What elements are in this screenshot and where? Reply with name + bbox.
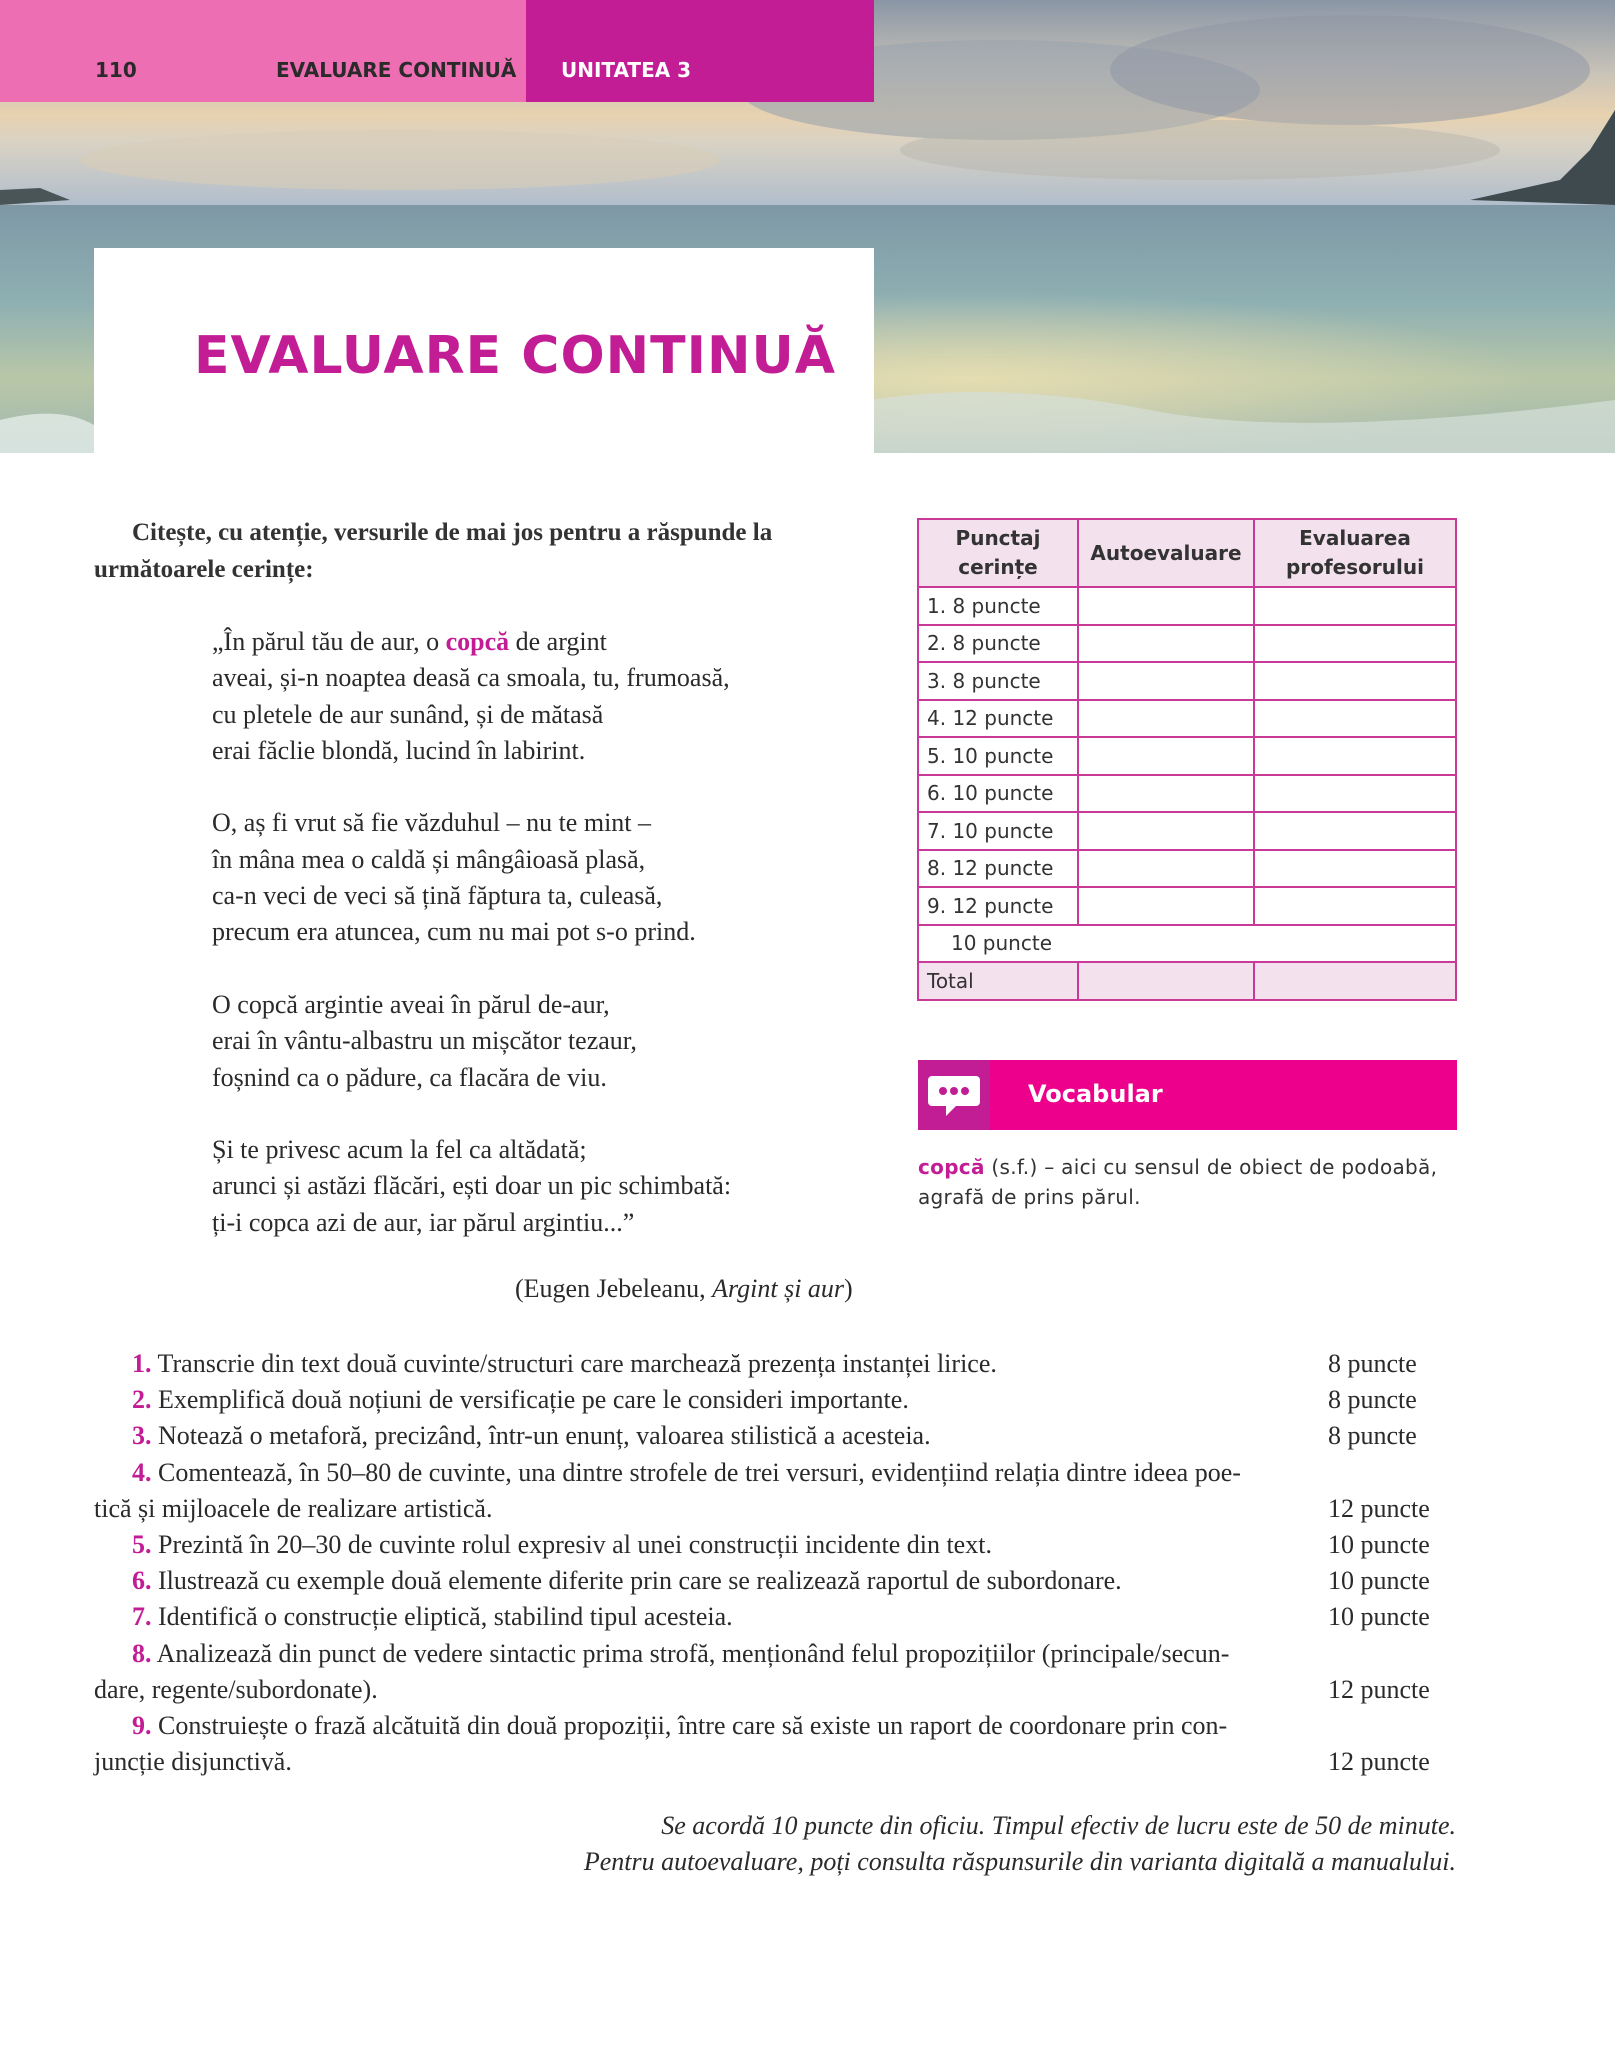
teacher-eval-cell[interactable] <box>1254 700 1456 738</box>
teacher-eval-total-cell[interactable] <box>1254 962 1456 1000</box>
poem-line: arunci și astăzi flăcări, ești doar un pic schimbată: <box>212 1171 732 1201</box>
self-eval-cell[interactable] <box>1078 850 1254 888</box>
self-eval-total-cell[interactable] <box>1078 962 1254 1000</box>
question-points: 12 puncte <box>1328 1674 1430 1704</box>
teacher-eval-cell[interactable] <box>1254 737 1456 775</box>
score-table <box>917 518 1457 1001</box>
question-item: 3. Notează o metaforă, precizând, într-un enunț, valoarea stilistică a acesteia. 8 puncte <box>94 1418 1446 1454</box>
poem-line: precum era atuncea, cum nu mai pot s-o prind. <box>212 917 696 947</box>
teacher-eval-cell[interactable] <box>1254 850 1456 888</box>
questions-list <box>94 1346 1446 1780</box>
question-points: 10 puncte <box>1328 1566 1430 1596</box>
question-item: 7. Identifică o construcție eliptică, stabilind tipul acesteia. 10 puncte <box>94 1599 1446 1635</box>
question-item: 6. Ilustrează cu exemple două elemente diferite prin care se realizează raportul de subordonare. 10 puncte <box>94 1563 1446 1599</box>
question-points: 8 puncte <box>1328 1421 1417 1451</box>
header-left-band <box>0 0 526 102</box>
header-punctaj: Punctaj cerințe <box>918 519 1078 587</box>
self-eval-cell[interactable] <box>1078 737 1254 775</box>
teacher-eval-cell[interactable] <box>1254 587 1456 625</box>
page-number: 110 <box>95 58 137 82</box>
footer-line: Se acordă 10 puncte din oficiu. Timpul efectiv de lucru este de 50 de minute. <box>661 1811 1456 1840</box>
poem-line: ca-n veci de veci să țină făptura ta, culeasă, <box>212 881 663 911</box>
self-eval-cell[interactable] <box>1078 812 1254 850</box>
teacher-eval-cell[interactable] <box>1254 625 1456 663</box>
header-unit-label: UNITATEA 3 <box>561 58 692 82</box>
poem <box>212 624 731 1241</box>
poem-source: (Eugen Jebeleanu, Argint și aur) <box>515 1274 853 1303</box>
footer-line: Pentru autoevaluare, poți consulta răspunsurile din varianta digitală a manualului. <box>583 1847 1456 1876</box>
question-item: 2. Exemplifică două noțiuni de versificație pe care le consideri importante. 8 puncte <box>94 1382 1446 1418</box>
poem-line: ți-i copca azi de aur, iar părul argintiu...” <box>212 1207 635 1237</box>
poem-line: în mâna mea o caldă și mângâioasă plasă, <box>212 844 646 874</box>
question-points: 8 puncte <box>1328 1385 1417 1415</box>
poem-line: Și te privesc acum la fel ca altădată; <box>212 1135 587 1165</box>
poem-line: foșnind ca o pădure, ca flacăra de viu. <box>212 1062 607 1092</box>
footer-note <box>584 1808 1456 1880</box>
poem-line: cu pletele de aur sunând, și de mătasă <box>212 699 604 729</box>
question-item: 5. Prezintă în 20–30 de cuvinte rolul expresiv al unei construcții incidente din text. 10 puncte <box>94 1527 1446 1563</box>
header-autoevaluare: Autoevaluare <box>1078 519 1254 587</box>
vocabulary-header <box>918 1060 1457 1130</box>
question-points: 10 puncte <box>1328 1530 1430 1560</box>
header-evaluarea-profesorului: Evaluarea profesorului <box>1254 519 1456 587</box>
question-item: 9. Construiește o frază alcătuită din două propoziții, între care să existe un raport de coordonare prin con- juncție disjunctivă. 12 puncte <box>94 1708 1446 1780</box>
teacher-eval-cell[interactable] <box>1254 812 1456 850</box>
question-item: 8. Analizează din punct de vedere sintactic prima strofă, menționând felul propozițiilor (principale/secun- dare, regente/subordonate). 12 puncte <box>94 1636 1446 1708</box>
highlighted-term: copcă <box>445 627 510 656</box>
poem-title: Argint și aur <box>712 1274 845 1303</box>
score-row: 8. 12 puncte <box>918 850 1456 888</box>
score-row: 7. 10 puncte <box>918 812 1456 850</box>
teacher-eval-cell[interactable] <box>1254 662 1456 700</box>
teacher-eval-cell[interactable] <box>1254 887 1456 925</box>
speech-bubble-icon <box>918 1060 990 1130</box>
score-row: 4. 12 puncte <box>918 700 1456 738</box>
oficiu-row: 10 puncte <box>918 925 1456 963</box>
poem-line: O copcă argintie aveai în părul de-aur, <box>212 989 610 1019</box>
self-eval-cell[interactable] <box>1078 887 1254 925</box>
header-unit-band <box>526 0 874 102</box>
poem-line: erai făclie blondă, lucind în labirint. <box>212 735 586 765</box>
vocabulary-definition: copcă (s.f.) – aici cu sensul de obiect de podoabă, agrafă de prins părul. <box>918 1155 1438 1209</box>
page-title: EVALUARE CONTINUĂ <box>194 326 836 386</box>
vocabulary-title: Vocabular <box>1028 1080 1163 1108</box>
score-row: 3. 8 puncte <box>918 662 1456 700</box>
total-row: Total <box>918 962 1456 1000</box>
score-row: 5. 10 puncte <box>918 737 1456 775</box>
poem-line: O, aș fi vrut să fie văzduhul – nu te mint – <box>212 808 652 838</box>
self-eval-cell[interactable] <box>1078 625 1254 663</box>
self-eval-cell[interactable] <box>1078 775 1254 813</box>
self-eval-cell[interactable] <box>1078 587 1254 625</box>
header-section-title: EVALUARE CONTINUĂ <box>276 58 517 82</box>
question-points: 8 puncte <box>1328 1349 1417 1378</box>
score-row: 9. 12 puncte <box>918 887 1456 925</box>
poem-line: „În părul tău de aur, o copcă de argint <box>212 627 607 656</box>
intro-text: Citește, cu atenție, versurile de mai jos pentru a răspunde la următoarele cerințe: <box>94 519 773 583</box>
score-row: 6. 10 puncte <box>918 775 1456 813</box>
poem-line: aveai, și-n noaptea deasă ca smoala, tu, frumoasă, <box>212 663 730 693</box>
question-item: 4. Comentează, în 50–80 de cuvinte, una dintre strofele de trei versuri, evidențiind relația dintre ideea poe- tică și mijloacele de realizare artistică. 12 puncte <box>94 1455 1446 1527</box>
score-row: 1. 8 puncte <box>918 587 1456 625</box>
vocabulary-term: copcă <box>918 1155 985 1179</box>
question-item: 1. Transcrie din text două cuvinte/structuri care marchează prezența instanței lirice. 8 puncte <box>94 1346 1446 1382</box>
score-row: 2. 8 puncte <box>918 625 1456 663</box>
question-points: 12 puncte <box>1328 1747 1430 1777</box>
self-eval-cell[interactable] <box>1078 700 1254 738</box>
question-points: 10 puncte <box>1328 1602 1430 1632</box>
self-eval-cell[interactable] <box>1078 662 1254 700</box>
title-box <box>94 248 874 453</box>
question-points: 12 puncte <box>1328 1493 1430 1523</box>
poem-line: erai în vântu-albastru un mișcător tezaur, <box>212 1026 637 1056</box>
teacher-eval-cell[interactable] <box>1254 775 1456 813</box>
